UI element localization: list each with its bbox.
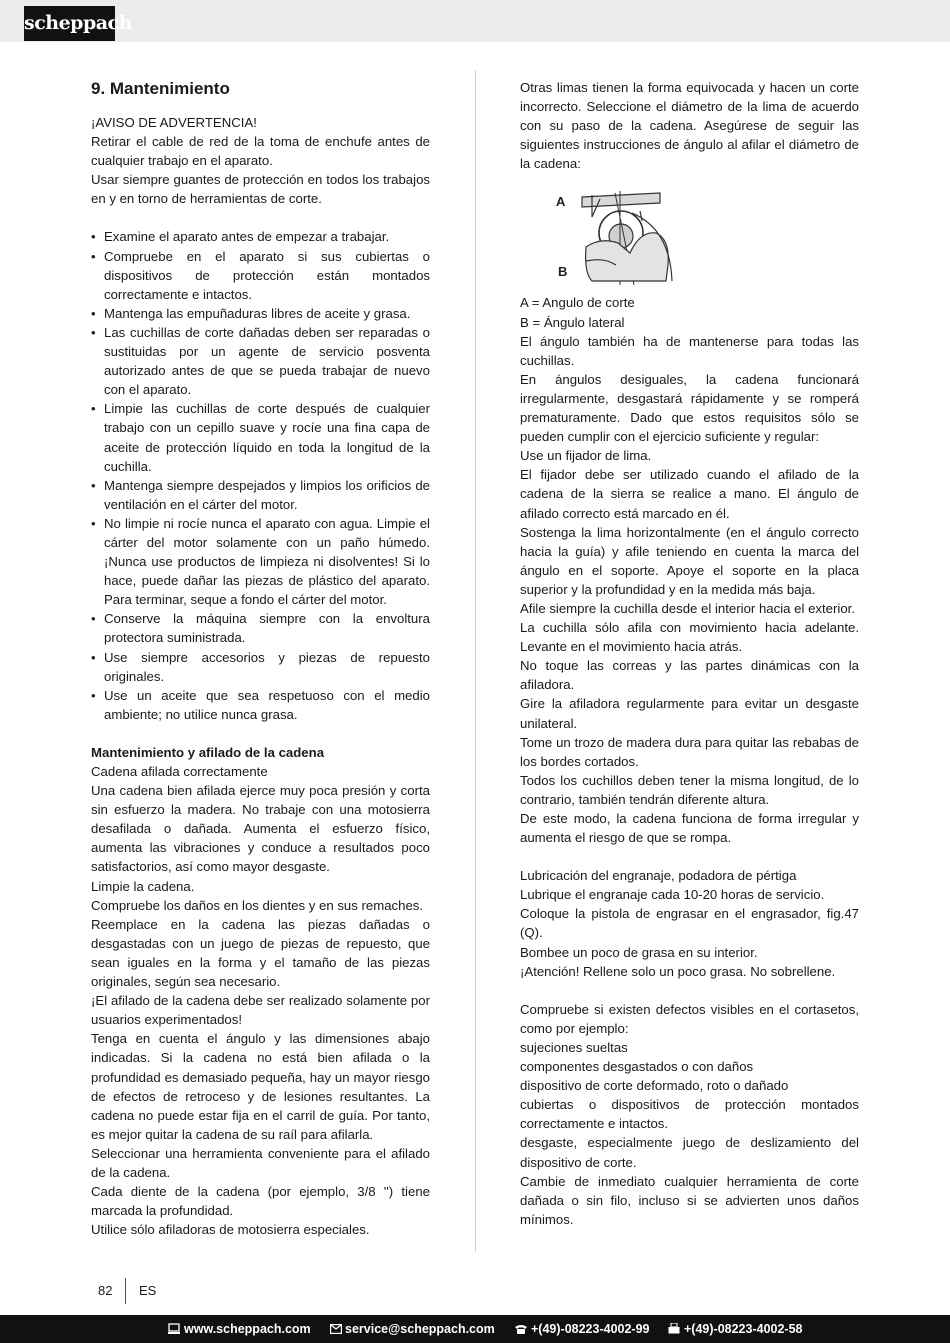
paragraph: El fijador debe ser utilizado cuando el afilado de la cadena de la sierra se realice a mano. El ángulo de afilado correcto está marcado en él. <box>520 467 859 521</box>
paragraph: desgaste, especialmente juego de deslizamiento del dispositivo de corte. <box>520 1135 859 1170</box>
figure-label-b: B <box>558 264 568 280</box>
footer-bar <box>0 1315 950 1343</box>
paragraph: De este modo, la cadena funciona de forma irregular y aumenta el riesgo de que se rompa. <box>520 811 859 846</box>
email-link[interactable]: service@scheppach.com <box>345 1322 495 1336</box>
list-item: • Limpie las cuchillas de corte después de cualquier trabajo con un cepillo suave y rocíe una fina capa de aceite de protección líquido en toda la longitud de la cuchilla. <box>91 399 430 475</box>
paragraph: ¡Atención! Rellene solo un poco grasa. No sobrellene. <box>520 963 836 979</box>
paragraph: ¡El afilado de la cadena debe ser realizado solamente por usuarios experimentados! <box>91 993 430 1028</box>
list-item: • Use siempre accesorios y piezas de repuesto originales. <box>91 648 430 686</box>
sharpening-angle-diagram <box>520 173 859 293</box>
paragraph: Use un fijador de lima. <box>520 448 652 464</box>
maintenance-list <box>91 227 430 723</box>
list-item: • No limpie ni rocíe nunca el aparato con agua. Limpie el cárter del motor solamente con un paño húmedo. ¡Nunca use productos de limpieza ni disolventes! Si lo hace, puede dañar las piezas de plástico del aparato. Para terminar, seque a fondo el cárter del motor. <box>91 514 430 609</box>
warning-text: Usar siempre guantes de protección en todos los trabajos en y en torno de herramientas de corte. <box>91 172 430 207</box>
envelope-icon <box>330 1315 342 1343</box>
paragraph: La cuchilla sólo afila con movimiento hacia adelante. Levante en el movimiento hacia atrás. <box>520 620 859 655</box>
fax-icon <box>668 1315 680 1343</box>
paragraph: Afile siempre la cuchilla desde el interior hacia el exterior. <box>520 600 855 616</box>
paragraph: Compruebe los daños en los dientes y en sus remaches. <box>91 897 424 913</box>
paragraph: Limpie la cadena. <box>91 878 195 894</box>
paragraph: Reemplace en la cadena las piezas dañadas o desgastadas con un juego de piezas de repuesto, que sean iguales en la forma y el tamaño de las piezas originales, según sea necesario. <box>91 916 430 990</box>
paragraph: B = Ángulo lateral <box>520 314 625 330</box>
paragraph: cubiertas o dispositivos de protección montados correctamente e intactos. <box>520 1097 859 1132</box>
computer-icon <box>168 1315 180 1343</box>
paragraph: Cadena afilada correctamente <box>91 764 268 779</box>
page-number: 82 <box>98 1283 113 1298</box>
phone-icon <box>514 1315 528 1343</box>
figure-label-a: A <box>556 194 566 210</box>
fax-number: +(49)-08223-4002-58 <box>684 1322 803 1336</box>
list-item: • Las cuchillas de corte dañadas deben ser reparadas o sustituidas por un agente de servicio posventa autorizado antes de que se pueda trabajar de nuevo con el aparato. <box>91 323 430 399</box>
list-item: • Conserve la máquina siempre con la envoltura protectora suministrada. <box>91 609 430 647</box>
website-link[interactable]: www.scheppach.com <box>184 1322 311 1336</box>
left-column <box>91 78 430 1239</box>
list-item: • Mantenga las empuñaduras libres de aceite y grasa. <box>91 304 430 323</box>
paragraph: componentes desgastados o con daños <box>520 1059 754 1075</box>
column-divider <box>475 70 476 1252</box>
paragraph: A = Angulo de corte <box>520 295 635 311</box>
phone-number: +(49)-08223-4002-99 <box>531 1322 650 1336</box>
warning-title: ¡AVISO DE ADVERTENCIA! <box>91 115 257 130</box>
paragraph: Todos los cuchillos deben tener la misma longitud, de lo contrario, también tendrán diferente altura. <box>520 772 859 807</box>
scheppach-logo: scheppach <box>24 6 115 41</box>
list-item: • Compruebe en el aparato si sus cubiertas o dispositivos de protección están montados correctamente e intactos. <box>91 247 430 304</box>
list-item: • Examine el aparato antes de empezar a trabajar. <box>91 227 430 246</box>
right-column <box>520 78 859 1229</box>
paragraph: Seleccionar una herramienta conveniente para el afilado de la cadena. <box>91 1145 430 1180</box>
chain-angle-figure <box>520 173 859 293</box>
paragraph: Lubricación del engranaje, podadora de pértiga <box>520 868 797 884</box>
paragraph: El ángulo también ha de mantenerse para todas las cuchillas. <box>520 333 859 368</box>
paragraph: Coloque la pistola de engrasar en el engrasador, fig.47 (Q). <box>520 906 859 941</box>
header-bar <box>0 0 950 42</box>
paragraph: En ángulos desiguales, la cadena funcionará irregularmente, desgastará rápidamente y se romperá prematuramente. Dado que estos requisitos sólo se pueden cumplir con el ejercicio suficiente y regular: <box>520 371 859 445</box>
paragraph: Utilice sólo afiladoras de motosierra especiales. <box>91 1222 370 1238</box>
page-language: ES <box>139 1283 157 1298</box>
paragraph: Bombee un poco de grasa en su interior. <box>520 944 758 960</box>
section-heading: 9. Mantenimiento <box>91 79 230 98</box>
paragraph: Una cadena bien afilada ejerce muy poca presión y corta sin esfuerzo la madera. No trabaje con una motosierra desafilada o dañada. Aumenta el esfuerzo físico, aumenta las vibraciones y conduce a resultados poco satisfactorios, así como mayor desgaste. <box>91 783 430 875</box>
paragraph: Sostenga la lima horizontalmente (en el ángulo correcto hacia la guía) y afile teniendo en cuenta la marca del ángulo en el soporte. Apoye el soporte en la placa superior y la profundidad y en la medida más baja. <box>520 524 859 597</box>
paragraph: Cambie de inmediato cualquier herramienta de corte dañada o sin filo, incluso si se advierten unos daños mínimos. <box>520 1173 859 1227</box>
paragraph: dispositivo de corte deformado, roto o dañado <box>520 1078 789 1094</box>
paragraph: Lubrique el engranaje cada 10-20 horas de servicio. <box>520 887 825 903</box>
paragraph: No toque las correas y las partes dinámicas con la afiladora. <box>520 658 859 693</box>
paragraph: Cada diente de la cadena (por ejemplo, 3/8 '') tiene marcada la profundidad. <box>91 1184 430 1219</box>
paragraph: Otras limas tienen la forma equivocada y hacen un corte incorrecto. Seleccione el diámetro de la lima de acuerdo con su paso de la cadena. Asegúrese de seguir las siguientes instrucciones de ángulo al afilar el diámetro de la cadena: <box>520 80 859 172</box>
paragraph: sujeciones sueltas <box>520 1039 628 1055</box>
list-item: • Use un aceite que sea respetuoso con el medio ambiente; no utilice nunca grasa. <box>91 686 430 724</box>
warning-text: Retirar el cable de red de la toma de enchufe antes de cualquier trabajo en el aparato. <box>91 134 430 169</box>
paragraph: Compruebe si existen defectos visibles en el cortasetos, como por ejemplo: <box>520 1001 859 1036</box>
paragraph: Gire la afiladora regularmente para evitar un desgaste unilateral. <box>520 696 859 731</box>
paragraph: Tome un trozo de madera dura para quitar las rebabas de los bordes cortados. <box>520 734 859 769</box>
page-number-separator <box>125 1278 126 1304</box>
chain-subheading: Mantenimiento y afilado de la cadena <box>91 744 325 760</box>
list-item: • Mantenga siempre despejados y limpios los orificios de ventilación en el cárter del motor. <box>91 476 430 514</box>
paragraph: Tenga en cuenta el ángulo y las dimensiones abajo indicadas. Si la cadena no está bien afilada o la profundidad es demasiado pequeña, hay un mayor riesgo de efectos de retroceso y de lesiones resultantes. La cadena no puede estar fija en el carril de guía. Por tanto, es mejor quitar la cadena de su raíl para afilarla. <box>91 1031 430 1142</box>
